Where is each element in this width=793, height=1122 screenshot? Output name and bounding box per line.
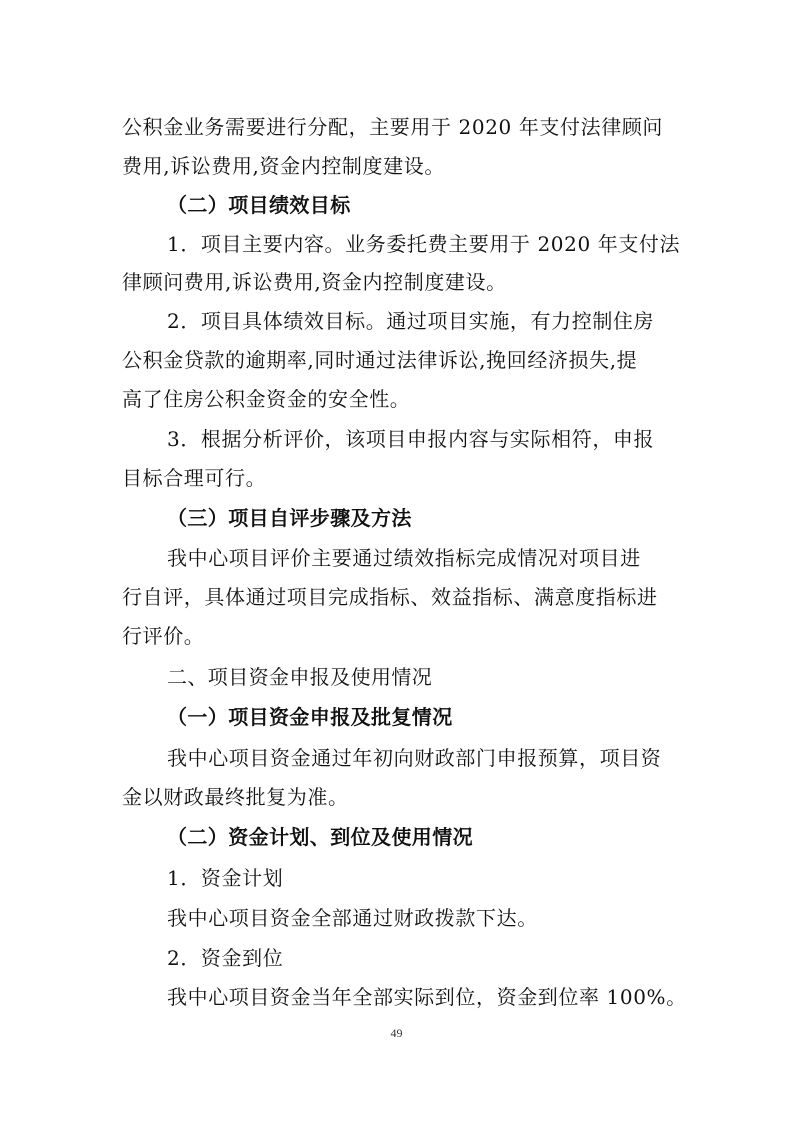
paragraph-line: 我中心项目资金全部通过财政拨款下达。 — [167, 906, 538, 930]
paragraph-line: 目标合理可行。 — [122, 466, 267, 490]
chapter-heading: 二、项目资金申报及使用情况 — [167, 665, 433, 689]
paragraph-line: 金以财政最终批复为准。 — [122, 785, 349, 809]
section-heading: （二）项目绩效目标 — [167, 193, 351, 217]
paragraph-line: 2．项目具体绩效目标。通过项目实施，有力控制住房 — [167, 309, 655, 333]
paragraph-line: 我中心项目资金当年全部实际到位，资金到位率 100%。 — [167, 985, 687, 1009]
paragraph-line: 1．资金计划 — [167, 866, 284, 890]
paragraph-line: 行自评，具体通过项目完成指标、效益指标、满意度指标进 — [122, 585, 658, 609]
page-number: 49 — [390, 1026, 403, 1040]
paragraph-line: 我中心项目评价主要通过绩效指标完成情况对项目进 — [167, 546, 641, 570]
paragraph-line: 高了住房公积金资金的安全性。 — [122, 387, 411, 411]
paragraph-line: 我中心项目资金通过年初向财政部门申报预算，项目资 — [167, 746, 662, 770]
paragraph-line: 行评价。 — [122, 624, 205, 648]
section-heading: （二）资金计划、到位及使用情况 — [167, 825, 473, 849]
section-heading: （三）项目自评步骤及方法 — [167, 506, 412, 530]
paragraph-line: 公积金贷款的逾期率,同时通过法律诉讼,挽回经济损失,提 — [122, 348, 638, 372]
section-heading: （一）项目资金申报及批复情况 — [167, 705, 453, 729]
paragraph-line: 律顾问费用,诉讼费用,资金内控制度建设。 — [122, 270, 507, 294]
paragraph-line: 2．资金到位 — [167, 946, 284, 970]
paragraph-line: 费用,诉讼费用,资金内控制度建设。 — [122, 154, 445, 178]
paragraph-line: 1．项目主要内容。业务委托费主要用于 2020 年支付法 — [167, 232, 681, 256]
paragraph-line: 3．根据分析评价，该项目申报内容与实际相符，申报 — [167, 427, 655, 451]
paragraph-line: 公积金业务需要进行分配，主要用于 2020 年支付法律顾问 — [122, 115, 664, 139]
